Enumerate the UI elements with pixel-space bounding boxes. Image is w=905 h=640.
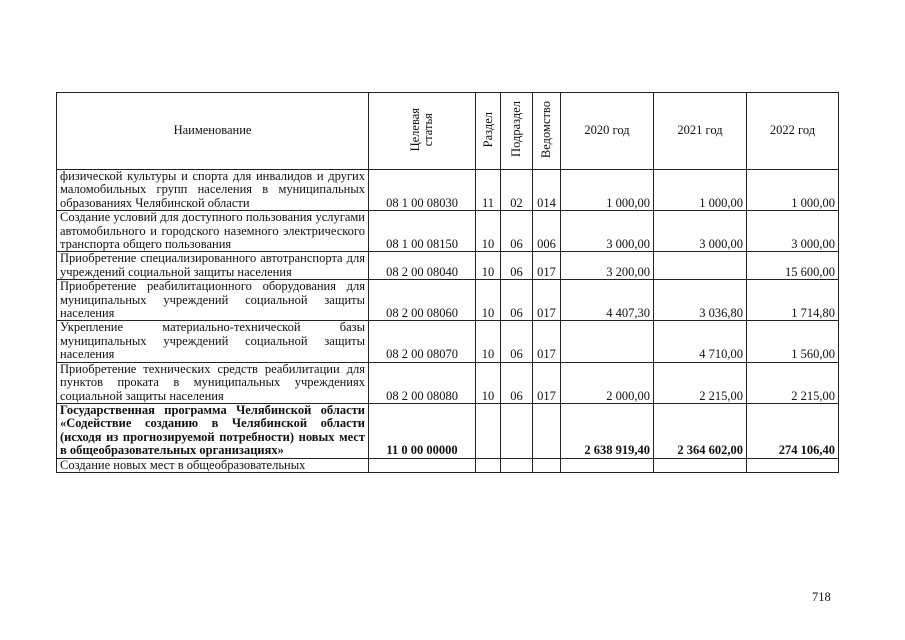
- row-name: Приобретение реабилитационного оборудования для муниципальных учреждений социальной защиты населения: [57, 280, 369, 321]
- header-target-line2: статья: [421, 112, 435, 146]
- row-section: [476, 403, 501, 458]
- row-name: Укрепление материально-технической базы муниципальных учреждений социальной защиты населения: [57, 321, 369, 362]
- row-name: Создание условий для доступного пользования услугами автомобильного и городского наземного электрического транспорта общего пользования: [57, 211, 369, 252]
- row-2021: 2 215,00: [654, 362, 747, 403]
- table-row: [57, 362, 839, 403]
- row-department: [533, 458, 561, 472]
- row-section: 10: [476, 321, 501, 362]
- header-target-article: [369, 93, 476, 170]
- row-2021: 1 000,00: [654, 170, 747, 211]
- row-department: 017: [533, 252, 561, 280]
- row-2020: [561, 458, 654, 472]
- row-subsection: 06: [501, 280, 533, 321]
- row-section: 10: [476, 280, 501, 321]
- page-number: 718: [812, 590, 831, 604]
- row-subsection: [501, 458, 533, 472]
- header-department: Ведомство: [533, 93, 561, 170]
- row-name: Государственная программа Челябинской области «Содействие созданию в Челябинской области (исходя из прогнозируемой потребности) новых мест в общеобразовательных организациях»: [57, 403, 369, 458]
- table-row: [57, 321, 839, 362]
- row-name: Приобретение технических средств реабилитации для пунктов проката в муниципальных учреждениях социальной защиты населения: [57, 362, 369, 403]
- row-2020: 4 407,30: [561, 280, 654, 321]
- row-section: [476, 458, 501, 472]
- row-section: 10: [476, 362, 501, 403]
- row-target-article: 08 2 00 08070: [369, 321, 476, 362]
- row-target-article: 11 0 00 00000: [369, 403, 476, 458]
- row-2022: 3 000,00: [747, 211, 839, 252]
- row-subsection: [501, 403, 533, 458]
- header-name: Наименование: [57, 93, 369, 170]
- row-department: 014: [533, 170, 561, 211]
- row-2022: 1 714,80: [747, 280, 839, 321]
- row-name: Создание новых мест в общеобразовательных: [57, 458, 369, 472]
- row-name: Приобретение специализированного автотранспорта для учреждений социальной защиты населения: [57, 252, 369, 280]
- header-row: [57, 93, 839, 170]
- header-section: Раздел: [476, 93, 501, 170]
- header-2022: 2022 год: [747, 93, 839, 170]
- row-2022: 2 215,00: [747, 362, 839, 403]
- row-2022: [747, 458, 839, 472]
- table-row: [57, 170, 839, 211]
- row-section: 10: [476, 252, 501, 280]
- row-2020: 3 000,00: [561, 211, 654, 252]
- row-name: физической культуры и спорта для инвалидов и других маломобильных групп населения в муниципальных образованиях Челябинской области: [57, 170, 369, 211]
- row-subsection: 06: [501, 252, 533, 280]
- row-2021: [654, 252, 747, 280]
- row-2022: 1 000,00: [747, 170, 839, 211]
- row-subsection: 02: [501, 170, 533, 211]
- row-department: [533, 403, 561, 458]
- row-target-article: [369, 458, 476, 472]
- row-2020: 2 000,00: [561, 362, 654, 403]
- row-department: 017: [533, 362, 561, 403]
- row-target-article: 08 2 00 08040: [369, 252, 476, 280]
- row-2021: 3 000,00: [654, 211, 747, 252]
- header-subsection: Подраздел: [501, 93, 533, 170]
- header-target-line1: Целевая: [408, 107, 422, 151]
- row-2020: 1 000,00: [561, 170, 654, 211]
- row-2020: [561, 321, 654, 362]
- table-row: [57, 211, 839, 252]
- table-row: [57, 252, 839, 280]
- header-2020: 2020 год: [561, 93, 654, 170]
- row-section: 10: [476, 211, 501, 252]
- row-2020: 3 200,00: [561, 252, 654, 280]
- row-department: 017: [533, 321, 561, 362]
- row-2022: 1 560,00: [747, 321, 839, 362]
- row-section: 11: [476, 170, 501, 211]
- row-subsection: 06: [501, 321, 533, 362]
- row-2022: 274 106,40: [747, 403, 839, 458]
- row-department: 017: [533, 280, 561, 321]
- table-row-program-total: [57, 403, 839, 458]
- row-target-article: 08 1 00 08150: [369, 211, 476, 252]
- row-2021: 4 710,00: [654, 321, 747, 362]
- header-2021: 2021 год: [654, 93, 747, 170]
- table-row-continued: [57, 458, 839, 472]
- row-subsection: 06: [501, 211, 533, 252]
- row-department: 006: [533, 211, 561, 252]
- budget-table: [56, 92, 839, 473]
- row-2021: 2 364 602,00: [654, 403, 747, 458]
- row-subsection: 06: [501, 362, 533, 403]
- table-row: [57, 280, 839, 321]
- row-2020: 2 638 919,40: [561, 403, 654, 458]
- row-target-article: 08 2 00 08060: [369, 280, 476, 321]
- row-target-article: 08 2 00 08080: [369, 362, 476, 403]
- row-target-article: 08 1 00 08030: [369, 170, 476, 211]
- row-2022: 15 600,00: [747, 252, 839, 280]
- row-2021: 3 036,80: [654, 280, 747, 321]
- row-2021: [654, 458, 747, 472]
